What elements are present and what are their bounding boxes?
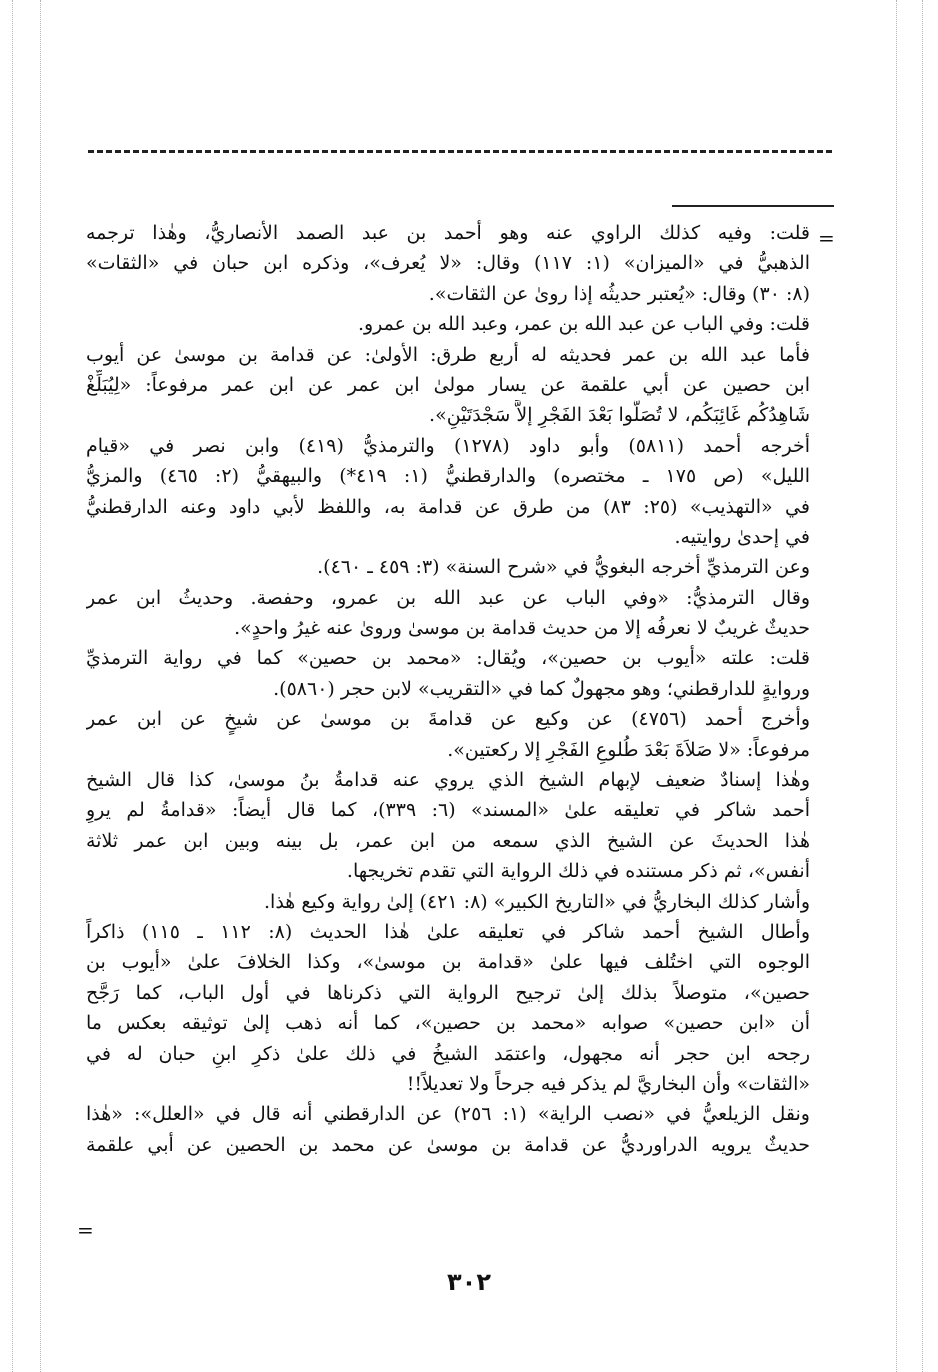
text-line: وقال الترمذيُّ: «وفي الباب عن عبد الله بن عمرو، وحفصة. وحديثُ ابن عمر — [86, 586, 810, 609]
text-line: وأخرج أحمد (٤٧٥٦) عن وكيع عن قدامةَ بن موسىٰ عن شيخٍ عن ابن عمر — [86, 708, 810, 731]
text-line: أنفس»، ثم ذكر مستنده في ذلك الرواية التي تقدم تخريجها. — [346, 860, 810, 883]
text-line: في «التهذيب» (٢٥: ٨٣) من طرق عن قدامة به، واللفظ لأبي داود وعنه الدارقطنيُّ — [86, 495, 810, 518]
text-line: وعن الترمذيِّ أخرجه البغويُّ في «شرح السنة» (٣: ٤٥٩ ـ ٤٦٠). — [317, 556, 810, 579]
scan-guide-line — [922, 0, 923, 1372]
page-number: ٣٠٢ — [447, 1268, 491, 1296]
text-line: هٰذا الحديثَ عن الشيخ الذي سمعه من ابن عمر، بل بينه وبين ابن عمر ثلاثة — [86, 829, 810, 852]
text-line: وهٰذا إسنادٌ ضعيف لإبهام الشيخ الذي يروي عنه قدامةُ بنُ موسىٰ، كذا قال الشيخ — [86, 769, 810, 792]
text-line: وروايةٍ للدارقطني؛ وهو مجهولٌ كما في «التقريب» لابن حجر (٥٨٦٠). — [273, 677, 810, 700]
text-line: مرفوعاً: «لا صَلاَةَ بَعْدَ طُلوعِ الفَجْرِ إلا ركعتين». — [447, 738, 810, 761]
text-line: قلت: وفيه كذلك الراوي عنه وهو أحمد بن عبد الصمد الأنصاريُّ، وهٰذا ترجمه — [86, 222, 810, 244]
dashed-separator — [88, 150, 832, 153]
text-line: وأطال الشيخ أحمد شاكر في تعليقه علىٰ هٰذا الحديث (٨: ١١٢ ـ ١١٥) ذاكراً — [86, 920, 810, 943]
text-line: شَاهِدُكُم غَائِبَكُم، لا تُصَلُّوا بَعْدَ الفَجْرِ إلاَّ سَجْدَتَيْنِ». — [429, 404, 810, 427]
text-line: أخرجه أحمد (٥٨١١) وأبو داود (١٢٧٨) والترمذيُّ (٤١٩) وابن نصر في «قيام — [86, 434, 810, 457]
text-line: قلت: علته «أيوب بن حصين»، ويُقال: «محمد بن حصين» كما في رواية الترمذيِّ — [86, 647, 810, 670]
scan-guide-line — [40, 0, 41, 1372]
text-line: رجحه ابن حجر أنه مجهول، واعتمَد الشيخُ في ذلك علىٰ ذكرِ ابنِ حبان له في — [86, 1042, 810, 1065]
text-line: الليل» (ص ١٧٥ ـ مختصره) والدارقطنيُّ (١: ٤١٩*) والبيهقيُّ (٢: ٤٦٥) والمزيُّ — [86, 465, 810, 488]
text-line: الوجوه التي اختُلف فيها علىٰ «قدامة بن موسىٰ»، وكذا الخلافَ علىٰ «أيوب بن — [86, 951, 810, 974]
footnote-text — [86, 218, 810, 1160]
text-line: حديثٌ يرويه الدراورديُّ عن قدامة بن موسىٰ عن محمد بن الحصين عن أبي علقمة — [86, 1133, 810, 1156]
text-line: فأما عبد الله بن عمر فحديثه له أربع طرق: الأولىٰ: عن قدامة بن موسىٰ عن أيوب — [86, 343, 810, 366]
scan-guide-line — [12, 0, 13, 1372]
text-line: (٨: ٣٠) وقال: «يُعتبر حديثُه إذا روىٰ عن الثقات». — [428, 282, 810, 305]
text-line: حصين»، متوصلاً بذلك إلىٰ ترجيح الرواية التي ذكرناها في أول الباب، كما رَجَّح — [86, 981, 810, 1004]
text-line: في إحدىٰ روايتيه. — [674, 525, 810, 548]
text-line: الذهبيُّ في «الميزان» (١: ١١٧) وقال: «لا يُعرف»، وذكره ابن حبان في «الثقات» — [86, 252, 810, 275]
continuation-mark-start: = — [818, 226, 835, 250]
text-line: قلت: وفي الباب عن عبد الله بن عمر، وعبد الله بن عمرو. — [357, 313, 810, 336]
continuation-mark-end: = — [77, 1218, 94, 1242]
text-line: أحمد شاكر في تعليقه علىٰ «المسند» (٦: ٣٣٩)، كما قال أيضاً: «قدامةُ لم يروِ — [86, 799, 810, 822]
scan-guide-line — [896, 0, 897, 1372]
footnote-rule — [672, 205, 834, 207]
text-line: ابن حصين عن أبي علقمة عن يسار مولىٰ ابن عمر عن ابن عمر مرفوعاً: «لِيُبَلِّغْ — [86, 373, 810, 396]
text-line: وأشار كذلك البخاريُّ في «التاريخ الكبير» (٨: ٤٢١) إلىٰ رواية وكيع هٰذا. — [264, 890, 810, 913]
text-line: أن «ابن حصين» صوابه «محمد بن حصين»، كما أنه ذهب إلىٰ توثيقه بعكس ما — [86, 1012, 810, 1035]
text-line: حديثٌ غريبٌ لا نعرفُه إلا من حديث قدامة بن موسىٰ وروىٰ عنه غيرُ واحدٍ». — [234, 617, 810, 640]
text-line: ونقل الزيلعيُّ في «نصب الراية» (١: ٢٥٦) عن الدارقطني أنه قال في «العلل»: «هٰذا — [86, 1103, 810, 1126]
text-line: «الثقات» وأن البخاريَّ لم يذكر فيه جرحاً ولا تعديلاً!! — [406, 1072, 810, 1095]
